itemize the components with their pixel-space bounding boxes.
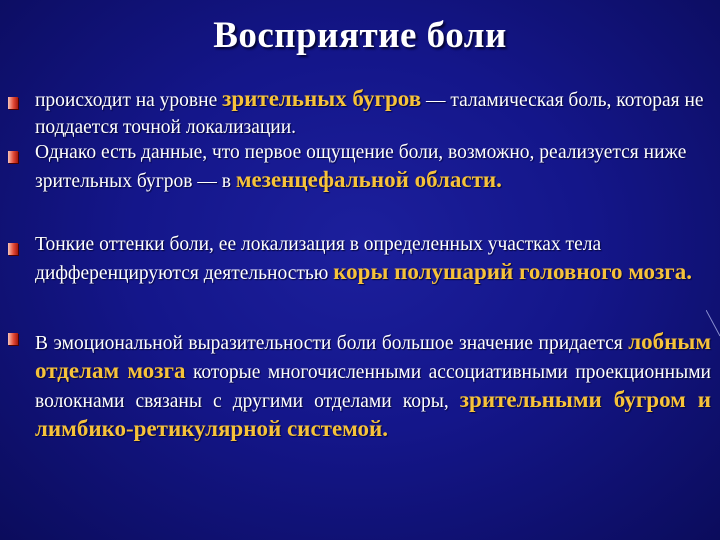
item-text: Однако есть данные, что первое ощущение боли, возможно, реализуется ниже зрительных бугров — в xyxy=(35,142,687,192)
slide-title: Восприятие боли xyxy=(213,15,507,56)
bullet-item-2 xyxy=(35,139,711,195)
bullet-marker xyxy=(8,151,18,163)
item-text: которые многочисленными ассоциативными проекционными волокнами связаны с другими отделами коры, xyxy=(35,362,711,412)
bullet-marker xyxy=(8,243,18,255)
decorative-line xyxy=(706,310,720,338)
item-highlight: мезенцефальной области. xyxy=(235,167,502,192)
item-highlight: коры полушарий головного мозга. xyxy=(333,259,692,284)
item-text: Тонкие оттенки боли, ее локализация в определенных участках тела дифференцируются деятельностью xyxy=(35,234,602,284)
item-highlight: зрительными бугром и лимбико-ретикулярной системой. xyxy=(35,387,712,441)
item-highlight: зрительных бугров xyxy=(222,86,422,111)
bullet-item-3 xyxy=(35,231,711,287)
item-highlight: лобным отделам мозга xyxy=(35,329,711,383)
bullet-item-1 xyxy=(35,85,711,141)
item-text: — таламическая боль, которая не поддается точной локализации. xyxy=(35,90,704,138)
bullet-marker xyxy=(8,333,18,345)
item-text: В эмоциональной выразительности боли большое значение придается xyxy=(35,333,629,354)
item-text: происходит на уровне xyxy=(35,90,223,111)
bullet-marker xyxy=(8,97,18,109)
bullet-item-4 xyxy=(35,328,711,444)
